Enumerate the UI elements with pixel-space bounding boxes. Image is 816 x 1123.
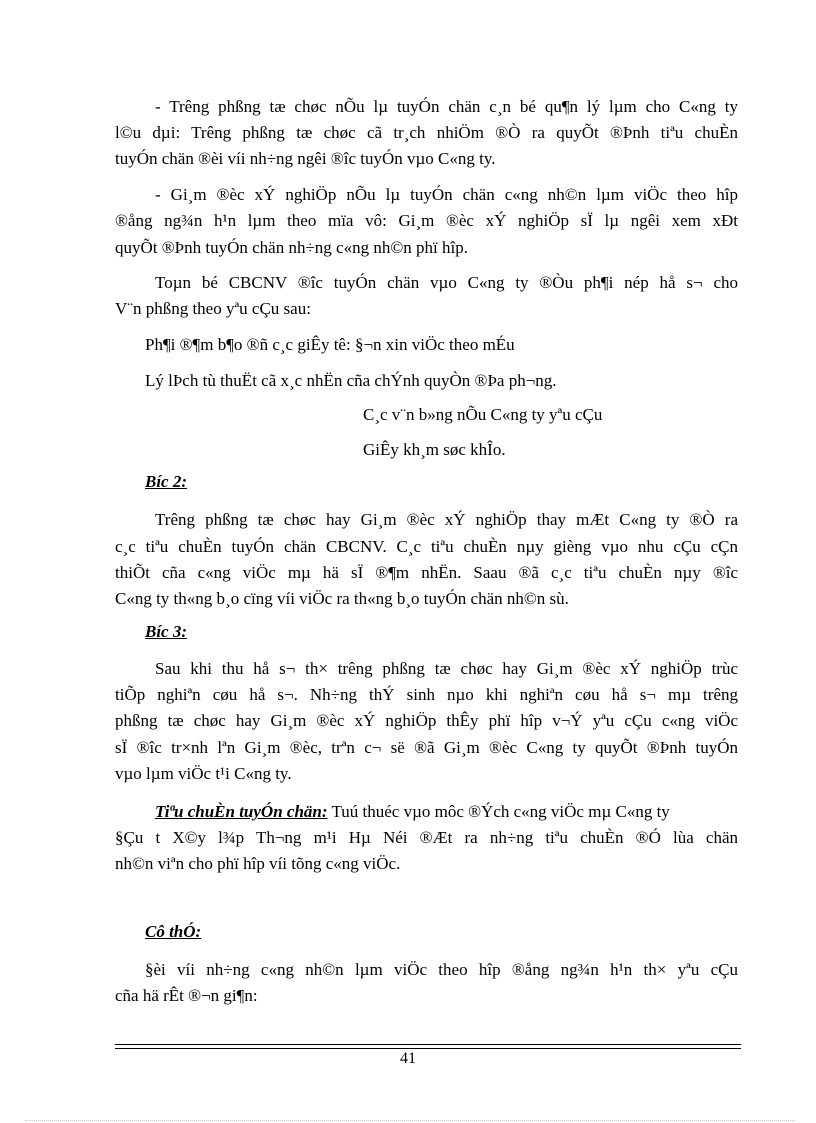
- paragraph-line: quyÕt ®Þnh tuyÓn chän nh÷ng c«ng nh©n phï hîp.: [115, 238, 468, 257]
- page-number: 41: [400, 1050, 416, 1067]
- paragraph-line: C¸c v¨n b»ng nÕu C«ng ty yªu cÇu: [363, 405, 603, 424]
- specific-heading: Cô thÓ:: [145, 922, 202, 941]
- paragraph-line: tiÕp nghiªn cøu hå s¬. Nh÷ng thÝ sinh nµo khi nghiªn cøu hå s¬ mµ trêng: [115, 685, 738, 704]
- paragraph-line: - Gi¸m ®èc xÝ nghiÖp nÕu lµ tuyÓn chän c«ng nh©n lµm viÖc theo hîp: [155, 185, 738, 204]
- criteria-line: [155, 799, 738, 825]
- criteria-text: Tuú thuéc vµo môc ®Ých c«ng viÖc mµ C«ng ty: [327, 802, 670, 821]
- paragraph-line: thiÕt cña c«ng viÖc mµ hä sÏ ®¶m nhËn. Saau ®ã c¸c tiªu chuÈn nµy ®îc: [115, 563, 738, 582]
- footer-rule: [115, 1048, 741, 1049]
- criteria-label: Tiªu chuÈn tuyÓn chän:: [155, 802, 328, 821]
- paragraph-line: Toµn bé CBCNV ®îc tuyÓn chän vµo C«ng ty ®Òu ph¶i nép hå s¬ cho: [155, 273, 738, 292]
- paragraph-line: phßng tæ chøc hay Gi¸m ®èc xÝ nghiÖp thÊy phï hîp v¬Ý yªu cÇu c«ng viÖc: [115, 711, 738, 730]
- paragraph-line: Lý lÞch tù thuËt cã x¸c nhËn cña chÝnh quyÒn ®Þa ph¬ng.: [145, 371, 557, 390]
- paragraph-line: cña hä rÊt ®¬n gi¶n:: [115, 986, 258, 1005]
- paragraph-line: sÏ ®îc tr×nh lªn Gi¸m ®èc, trªn c¬ së ®ã Gi¸m ®èc C«ng ty quyÕt ®Þnh tuyÓn: [115, 738, 738, 757]
- paragraph-line: C«ng ty th«ng b¸o cïng víi viÖc ra th«ng b¸o tuyÓn chän nh©n sù.: [115, 589, 569, 608]
- paragraph-line: §èi víi nh÷ng c«ng nh©n lµm viÖc theo hîp ®ång ng¾n h¹n th× yªu cÇu: [145, 960, 738, 979]
- page-edge-divider: [25, 1120, 795, 1121]
- paragraph-line: V¨n phßng theo yªu cÇu sau:: [115, 299, 311, 318]
- step-heading: Bíc 2:: [145, 472, 188, 491]
- paragraph-line: - Trêng phßng tæ chøc nÕu lµ tuyÓn chän c¸n bé qu¶n lý lµm cho C«ng ty: [155, 97, 738, 116]
- step-heading: Bíc 3:: [145, 622, 188, 641]
- paragraph-line: Sau khi thu hå s¬ th× trêng phßng tæ chøc hay Gi¸m ®èc xÝ nghiÖp trùc: [155, 659, 738, 678]
- paragraph-line: vµo lµm viÖc t¹i C«ng ty.: [115, 764, 292, 783]
- paragraph-line: l©u dµi: Trêng phßng tæ chøc cã tr¸ch nhiÖm ®Ò ra quyÕt ®Þnh tiªu chuÈn: [115, 123, 738, 142]
- paragraph-line: tuyÓn chän ®èi víi nh÷ng ngêi ®îc tuyÓn vµo C«ng ty.: [115, 149, 496, 168]
- paragraph-line: GiÊy kh¸m søc khÎo.: [363, 440, 506, 459]
- paragraph-line: ®ång ng¾n h¹n lµm theo mïa vô: Gi¸m ®èc xÝ nghiÖp sÏ lµ ngêi xem xÐt: [115, 211, 738, 230]
- paragraph-line: Trêng phßng tæ chøc hay Gi¸m ®èc xÝ nghiÖp thay mÆt C«ng ty ®Ò ra: [155, 510, 738, 529]
- paragraph-line: §Çu t X©y l¾p Th¬ng m¹i Hµ Néi ®Æt ra nh÷ng tiªu chuÈn ®Ó lùa chän: [115, 828, 738, 847]
- paragraph-line: nh©n viªn cho phï hîp víi tõng c«ng viÖc.: [115, 854, 401, 873]
- footer-rule: [115, 1044, 741, 1045]
- paragraph-line: c¸c tiªu chuÈn tuyÓn chän CBCNV. C¸c tiªu chuÈn nµy gièng vµo nhu cÇu cÇn: [115, 537, 738, 556]
- paragraph-line: Ph¶i ®¶m b¶o ®ñ c¸c giÊy tê: §¬n xin viÖc theo mÉu: [145, 335, 515, 354]
